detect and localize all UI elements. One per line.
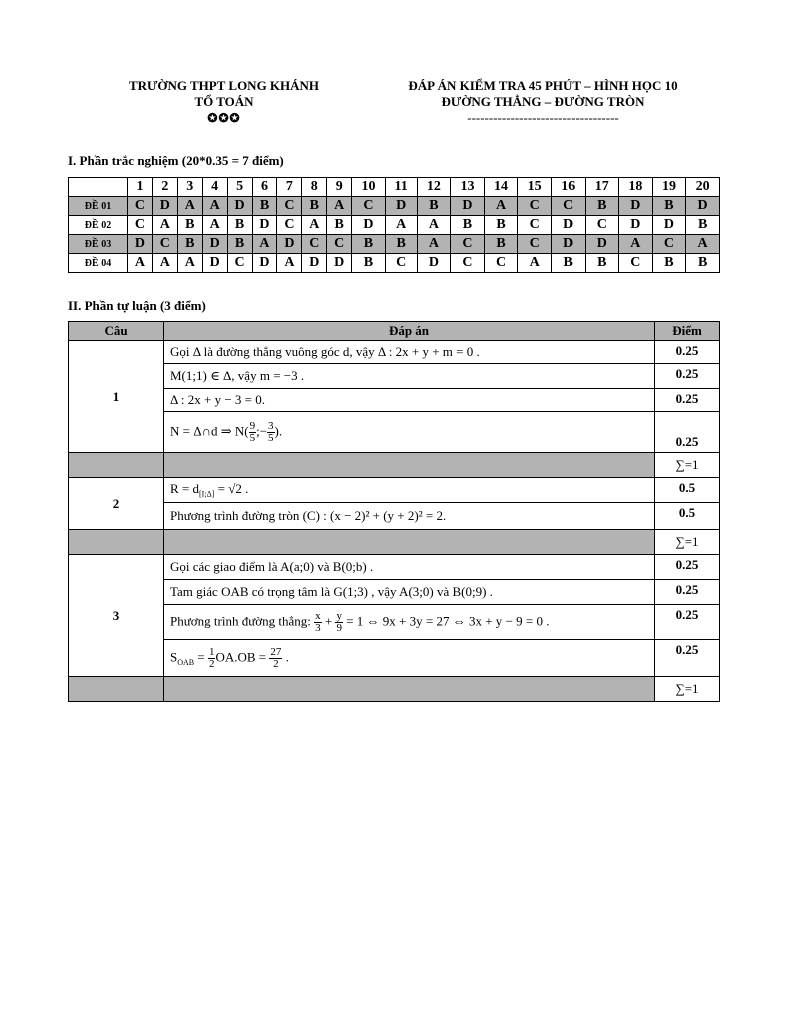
answer-cell: A [385, 216, 417, 235]
question-number: 14 [484, 178, 518, 197]
answer-cell: D [585, 235, 619, 254]
title-block [378, 78, 708, 126]
answer-cell: B [484, 216, 518, 235]
q1-point-4: 0.25 [655, 412, 720, 453]
q1-point-1: 0.25 [655, 341, 720, 364]
answer-cell: A [202, 197, 227, 216]
table-row [69, 254, 720, 273]
answer-cell: D [686, 197, 720, 216]
q3-point-4: 0.25 [655, 640, 720, 677]
table-row [69, 364, 720, 389]
document-title: ĐÁP ÁN KIỂM TRA 45 PHÚT – HÌNH HỌC 10 [408, 78, 678, 93]
answer-cell: B [227, 216, 252, 235]
answer-cell: D [451, 197, 485, 216]
q3-point-2: 0.25 [655, 580, 720, 605]
answer-cell: A [152, 216, 177, 235]
exam-code-label: ĐỀ 04 [69, 254, 128, 273]
section2-title: II. Phần tự luận (3 điểm) [68, 298, 206, 313]
table-row [69, 677, 720, 702]
answer-cell: D [327, 254, 352, 273]
question-number: 18 [619, 178, 653, 197]
answer-cell: C [619, 254, 653, 273]
answer-cell: A [302, 216, 327, 235]
exam-code-label: ĐỀ 02 [69, 216, 128, 235]
col-diem-header: Điểm [655, 322, 720, 341]
section1-title: I. Phần trắc nghiệm (20*0.35 = 7 điểm) [68, 153, 284, 168]
question-number: 11 [385, 178, 417, 197]
fraction: $\frac{27}{2}$ [270, 645, 282, 670]
table-row [69, 389, 720, 412]
answer-cell: D [277, 235, 302, 254]
q3-sum: ∑=1 [655, 677, 720, 702]
q3-line-4: $S_{OAB}$ = $\frac{1}{2}$ OA.OB = $\frac{27}{2}$ . [164, 640, 655, 677]
answer-cell: C [277, 216, 302, 235]
answer-cell: D [202, 235, 227, 254]
q3-line-2: Tam giác OAB có trọng tâm là G(1;3) , vậy A(3;0) và B(0;9) . [164, 580, 655, 605]
answer-cell: D [128, 235, 153, 254]
answer-cell: B [484, 235, 518, 254]
fraction: $\frac{y}{9}$ [336, 609, 342, 634]
question-number: 19 [652, 178, 686, 197]
q2-line-2: Phương trình đường tròn (C) : (x − 2)² + (y + 2)² = 2. [164, 503, 655, 530]
answer-cell: A [202, 216, 227, 235]
table-row [69, 605, 720, 640]
school-name: TRƯỜNG THPT LONG KHÁNH [128, 78, 320, 93]
answer-cell: B [177, 216, 202, 235]
question-number: 12 [417, 178, 451, 197]
table-row [69, 503, 720, 530]
answer-cell: C [302, 235, 327, 254]
mc-corner-cell [69, 178, 128, 197]
q1-line-2: M(1;1) ∈ Δ, vậy m = −3 . [164, 364, 655, 389]
table-row [69, 640, 720, 677]
table-row [69, 235, 720, 254]
q2-line-1: $R = d_{[I;\Delta]} = √2$ . [164, 478, 655, 503]
question-number: 15 [518, 178, 552, 197]
answer-cell: D [619, 216, 653, 235]
question-number: 7 [277, 178, 302, 197]
answer-cell: C [484, 254, 518, 273]
answer-cell: C [451, 254, 485, 273]
answer-cell: D [551, 235, 585, 254]
answer-cell: B [451, 216, 485, 235]
answer-cell: C [128, 197, 153, 216]
answer-cell: D [202, 254, 227, 273]
question-2-number: 2 [69, 478, 164, 530]
table-row [69, 412, 720, 453]
answer-cell: D [152, 197, 177, 216]
question-number: 10 [352, 178, 386, 197]
answer-cell: A [686, 235, 720, 254]
answer-cell: C [385, 254, 417, 273]
answer-cell: D [385, 197, 417, 216]
answer-cell: B [652, 197, 686, 216]
q1-sum: ∑=1 [655, 453, 720, 478]
answer-cell: C [585, 216, 619, 235]
answer-cell: D [417, 254, 451, 273]
q3-point-1: 0.25 [655, 555, 720, 580]
exam-code-label: ĐỀ 03 [69, 235, 128, 254]
question-number: 16 [551, 178, 585, 197]
table-header-row [69, 322, 720, 341]
answer-cell: B [352, 254, 386, 273]
question-number: 4 [202, 178, 227, 197]
answer-cell: C [518, 216, 552, 235]
document-subtitle: ĐƯỜNG THẲNG – ĐƯỜNG TRÒN [441, 94, 645, 109]
answer-cell: A [177, 197, 202, 216]
department-name: TỔ TOÁN [194, 94, 254, 109]
q1-point-3: 0.25 [655, 389, 720, 412]
answer-cell: A [417, 216, 451, 235]
q2-sum: ∑=1 [655, 530, 720, 555]
answer-cell: B [302, 197, 327, 216]
school-block [100, 78, 348, 126]
answer-cell: D [652, 216, 686, 235]
q3-line-1: Gọi các giao điểm là A(a;0) và B(0;b) . [164, 555, 655, 580]
q3-point-3: 0.25 [655, 605, 720, 640]
essay-answer-table [68, 321, 720, 702]
answer-cell: C [518, 235, 552, 254]
answer-cell: B [686, 254, 720, 273]
answer-cell: B [327, 216, 352, 235]
question-number: 1 [128, 178, 153, 197]
title-divider: ----------------------------------- [467, 110, 619, 125]
answer-cell: A [619, 235, 653, 254]
multiple-choice-table [68, 177, 720, 273]
answer-cell: A [252, 235, 277, 254]
answer-cell: D [252, 216, 277, 235]
answer-cell: B [352, 235, 386, 254]
table-row [69, 197, 720, 216]
answer-cell: D [302, 254, 327, 273]
fraction: $\frac{x}{3}$ [315, 609, 321, 634]
question-1-number: 1 [69, 341, 164, 453]
q1-line-4: N = Δ∩d ⇒ N( $\frac{9}{5}$ ;− $\frac{3}{5}$ ). [164, 412, 655, 453]
table-row [69, 530, 720, 555]
answer-cell: C [227, 254, 252, 273]
answer-cell: B [252, 197, 277, 216]
answer-cell: A [327, 197, 352, 216]
answer-cell: A [177, 254, 202, 273]
answer-cell: B [417, 197, 451, 216]
col-dapan-header: Đáp án [164, 322, 655, 341]
answer-cell: C [518, 197, 552, 216]
table-row [69, 478, 720, 503]
answer-cell: B [585, 254, 619, 273]
col-cau-header: Câu [69, 322, 164, 341]
answer-cell: B [385, 235, 417, 254]
star-ornament: ✪✪✪ [207, 111, 241, 125]
exam-code-label: ĐỀ 01 [69, 197, 128, 216]
answer-cell: D [352, 216, 386, 235]
q1-line-3: Δ : 2x + y − 3 = 0. [164, 389, 655, 412]
answer-cell: C [152, 235, 177, 254]
answer-cell: C [352, 197, 386, 216]
answer-cell: A [484, 197, 518, 216]
q2-point-2: 0.5 [655, 503, 720, 530]
answer-cell: D [619, 197, 653, 216]
mc-header-row [69, 178, 720, 197]
answer-cell: D [252, 254, 277, 273]
answer-cell: B [585, 197, 619, 216]
table-row [69, 341, 720, 364]
answer-cell: B [227, 235, 252, 254]
question-number: 3 [177, 178, 202, 197]
answer-cell: C [551, 197, 585, 216]
answer-cell: C [451, 235, 485, 254]
answer-cell: C [327, 235, 352, 254]
question-number: 20 [686, 178, 720, 197]
table-row [69, 555, 720, 580]
answer-cell: D [551, 216, 585, 235]
answer-cell: A [152, 254, 177, 273]
q2-point-1: 0.5 [655, 478, 720, 503]
question-number: 2 [152, 178, 177, 197]
question-number: 8 [302, 178, 327, 197]
fraction: $\frac{3}{5}$ [268, 419, 274, 444]
question-number: 6 [252, 178, 277, 197]
answer-cell: D [227, 197, 252, 216]
answer-cell: C [277, 197, 302, 216]
question-number: 17 [585, 178, 619, 197]
table-row [69, 216, 720, 235]
answer-cell: A [518, 254, 552, 273]
q1-point-2: 0.25 [655, 364, 720, 389]
question-number: 9 [327, 178, 352, 197]
answer-cell: B [551, 254, 585, 273]
answer-cell: B [652, 254, 686, 273]
table-row [69, 453, 720, 478]
answer-cell: A [417, 235, 451, 254]
q1-line-1: Gọi Δ là đường thẳng vuông góc d, vậy Δ : 2x + y + m = 0 . [164, 341, 655, 364]
question-3-number: 3 [69, 555, 164, 677]
fraction: $\frac{1}{2}$ [208, 645, 215, 670]
table-row [69, 580, 720, 605]
q3-line-3: Phương trình đường thẳng: $\frac{x}{3}$ + $\frac{y}{9}$ = 1 ⇔ 9x + 3y = 27 ⇔ 3x + y − 9 = 0 . [164, 605, 655, 640]
answer-cell: C [128, 216, 153, 235]
answer-cell: A [277, 254, 302, 273]
answer-cell: B [177, 235, 202, 254]
answer-cell: A [128, 254, 153, 273]
question-number: 13 [451, 178, 485, 197]
answer-cell: C [652, 235, 686, 254]
fraction: $\frac{9}{5}$ [249, 419, 256, 444]
answer-cell: B [686, 216, 720, 235]
question-number: 5 [227, 178, 252, 197]
